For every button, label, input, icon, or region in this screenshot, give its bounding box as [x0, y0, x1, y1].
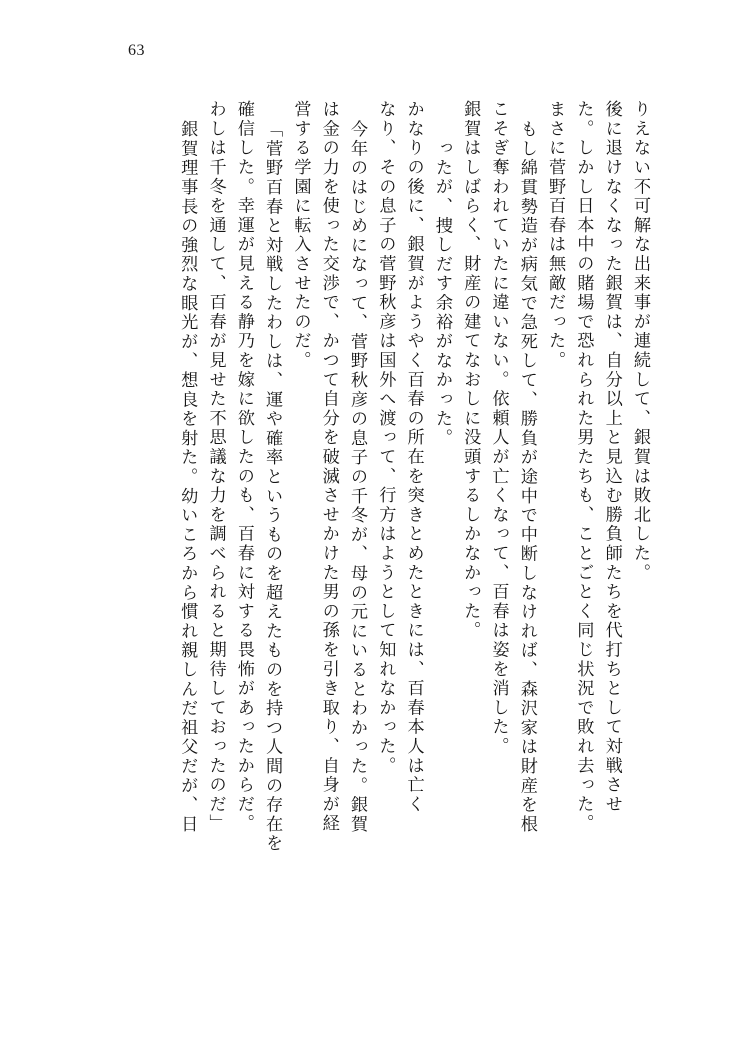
- text-column: た。しかし日本中の賭場で恐れられた男たちも、ことごとく同じ状況で敗れ去った。: [573, 100, 594, 834]
- vertical-text-body: [88, 100, 648, 955]
- text-column: 営する学園に転入させたのだ。: [290, 100, 311, 371]
- text-column: 銀賀理事長の強烈な眼光が、想良を射た。幼いころから慣れ親しんだ祖父だが、日: [177, 120, 198, 835]
- text-column: こそぎ奪われていたに違いない。依頼人が亡くなって、百春は姿を消した。: [488, 100, 509, 757]
- text-column: まさに菅野百春は無敵だった。: [545, 100, 566, 371]
- text-column: 今年のはじめになって、菅野秋彦の息子の千冬が、母の元にいるとわかった。銀賀: [347, 120, 368, 835]
- text-column: ったが、捜しだす余裕がなかった。: [431, 139, 452, 448]
- text-column: 銀賀はしばらく、財産の建てなおしに没頭するしかなかった。: [460, 100, 481, 641]
- text-column: 確信した。幸運が見える静乃を嫁に欲したのも、百春に対する畏怖があったからだ。: [233, 100, 254, 834]
- text-column: 「菅野百春と対戦したわしは、運や確率というものを超えたものを持つ人間の存在を: [262, 120, 283, 854]
- text-column: もし綿貫勢造が病気で急死して、勝負が途中で中断しなければ、森沢家は財産を根: [516, 120, 537, 835]
- text-column: は金の力を使った交渉で、かつて自分を破滅させかけた男の孫を引き取り、自身が経: [318, 100, 339, 834]
- text-column: わしは千冬を通して、百春が見せた不思議な力を調べられると期待しておったのだ」: [205, 100, 226, 834]
- text-column: なり、その息子の菅野秋彦は国外へ渡って、行方はようとして知れなかった。: [375, 100, 396, 776]
- text-column: かなりの後に、銀賀がようやく百春の所在を突きとめたときには、百春本人は亡く: [403, 100, 424, 815]
- page-number: 63: [128, 42, 145, 59]
- text-column: りえない不可解な出来事が連続して、銀賀は敗北した。: [630, 100, 650, 583]
- text-column: 後に退けなくなった銀賀は、自分以上と見込む勝負師たちを代打ちとして対戦させ: [601, 100, 622, 815]
